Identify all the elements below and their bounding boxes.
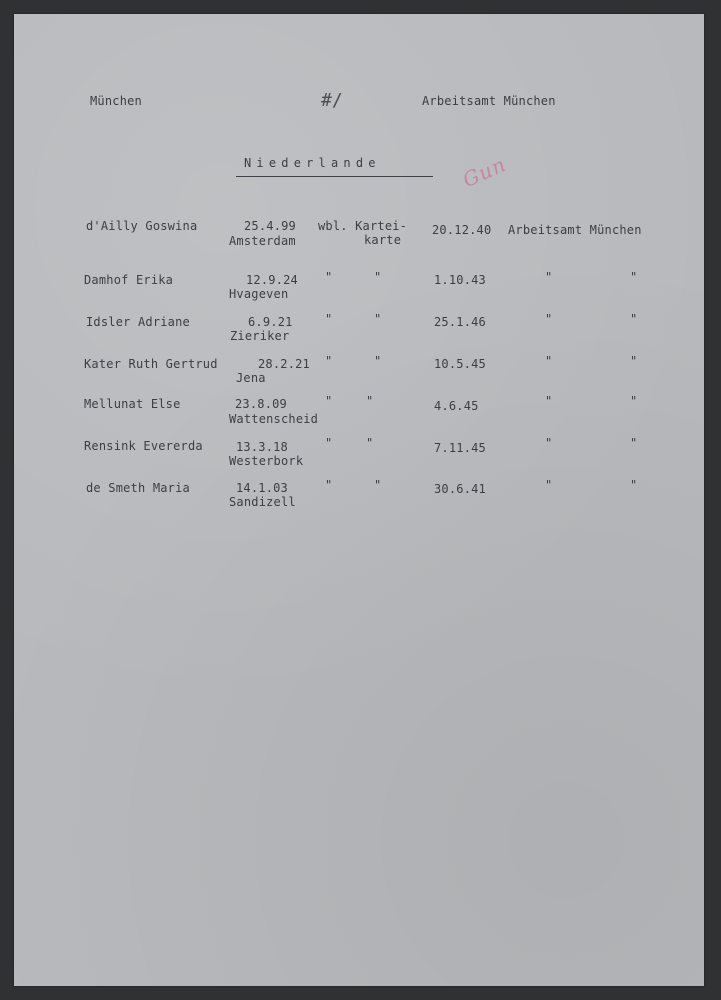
row-3-ditto-4: " — [630, 312, 638, 326]
row-4-ditto-4: " — [630, 354, 638, 368]
row-5-date: 23.8.09 — [235, 397, 287, 411]
row-1-place: Amsterdam — [229, 234, 296, 248]
row-4-ditto-1: " — [325, 354, 333, 368]
row-3-place: Zieriker — [230, 329, 290, 343]
row-7-ditto-3: " — [545, 478, 553, 492]
row-6-ditto-1: " — [325, 436, 333, 450]
row-4-name: Kater Ruth Gertrud — [84, 357, 218, 371]
row-6-place: Westerbork — [229, 454, 304, 468]
row-2-place: Hvageven — [229, 287, 289, 301]
header-office: Arbeitsamt München — [422, 94, 556, 108]
row-2-ditto-3: " — [545, 270, 553, 284]
row-5-ditto-2: " — [366, 394, 374, 408]
row-7-ditto-4: " — [630, 478, 638, 492]
row-6-name: Rensink Evererda — [84, 439, 203, 453]
row-3-date2: 25.1.46 — [434, 315, 486, 329]
document-title: Niederlande — [244, 156, 381, 170]
row-3-ditto-2: " — [374, 312, 382, 326]
row-1-name: d'Ailly Goswina — [86, 219, 198, 233]
row-6-ditto-2: " — [366, 436, 374, 450]
row-6-ditto-3: " — [545, 436, 553, 450]
column-type-label-2: karte — [364, 233, 402, 247]
row-6-date: 13.3.18 — [236, 440, 288, 454]
row-5-ditto-4: " — [630, 394, 638, 408]
title-underline — [236, 176, 433, 177]
row-7-date2: 30.6.41 — [434, 482, 486, 496]
header-mark: #/ — [321, 90, 343, 111]
row-2-date2: 1.10.43 — [434, 273, 486, 287]
row-1-date: 25.4.99 — [244, 219, 296, 233]
row-7-date: 14.1.03 — [236, 481, 288, 495]
row-5-place: Wattenscheid — [229, 412, 319, 426]
row-3-name: Idsler Adriane — [86, 315, 190, 329]
row-4-place: Jena — [236, 371, 266, 385]
row-5-name: Mellunat Else — [84, 397, 181, 411]
row-3-ditto-3: " — [545, 312, 553, 326]
row-5-ditto-3: " — [545, 394, 553, 408]
row-4-ditto-2: " — [374, 354, 382, 368]
row-6-date2: 7.11.45 — [434, 441, 486, 455]
row-2-date: 12.9.24 — [246, 273, 298, 287]
row-3-date: 6.9.21 — [248, 315, 293, 329]
row-3-ditto-1: " — [325, 312, 333, 326]
row-7-name: de Smeth Maria — [86, 481, 190, 495]
row-2-name: Damhof Erika — [84, 273, 174, 287]
column-type-label: wbl. Kartei- — [318, 219, 408, 233]
row-7-ditto-1: " — [325, 478, 333, 492]
row-7-place: Sandizell — [229, 495, 296, 509]
row-5-date2: 4.6.45 — [434, 399, 479, 413]
row-2-ditto-1: " — [325, 270, 333, 284]
row-2-ditto-4: " — [630, 270, 638, 284]
row-4-date: 28.2.21 — [258, 357, 310, 371]
row-7-ditto-2: " — [374, 478, 382, 492]
document-page — [14, 14, 704, 986]
handwritten-stamp: Gun — [459, 151, 510, 193]
row-4-ditto-3: " — [545, 354, 553, 368]
row-2-ditto-2: " — [374, 270, 382, 284]
row-6-ditto-4: " — [630, 436, 638, 450]
row-5-ditto-1: " — [325, 394, 333, 408]
row-4-date2: 10.5.45 — [434, 357, 486, 371]
header-city: München — [90, 94, 142, 108]
row-1-office: Arbeitsamt München — [508, 223, 642, 237]
row-1-date2: 20.12.40 — [432, 223, 492, 237]
